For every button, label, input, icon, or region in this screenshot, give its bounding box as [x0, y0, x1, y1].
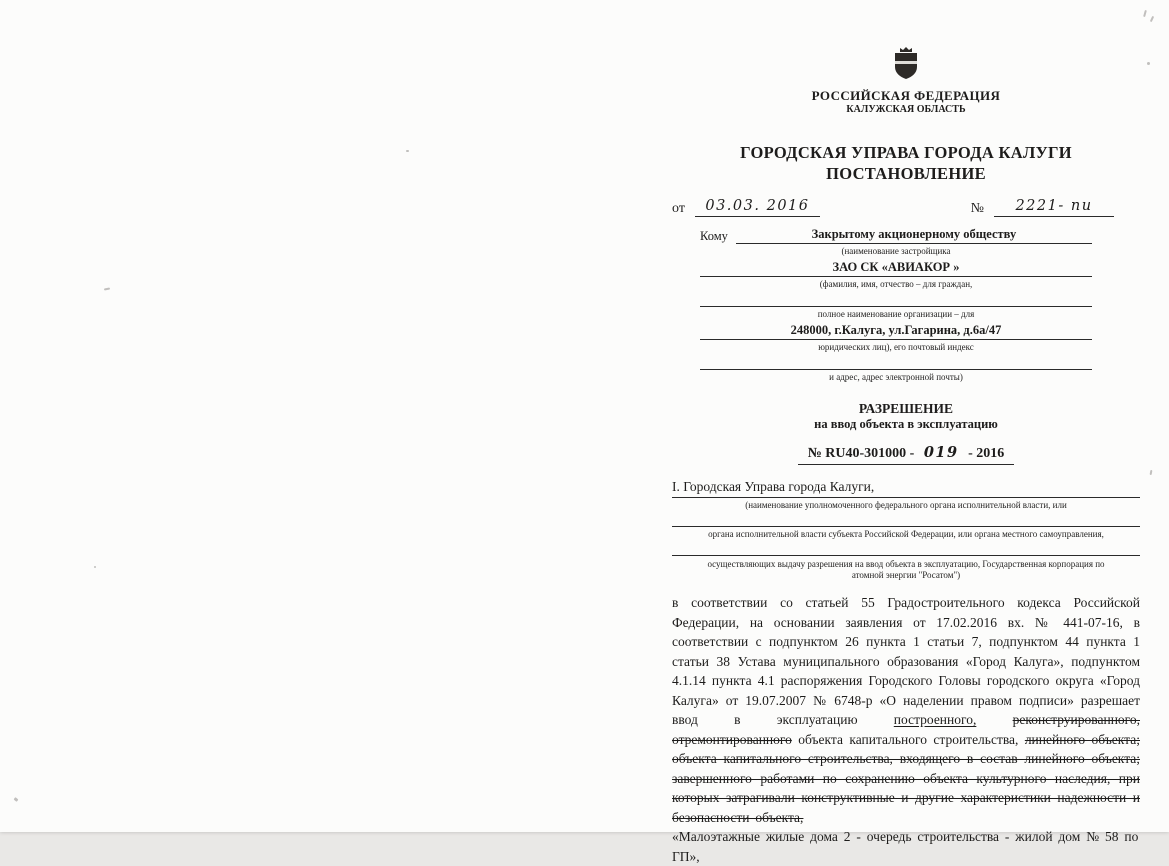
number-field [971, 198, 1114, 217]
number-handwritten-value: 2221- пи [1015, 198, 1093, 214]
addressee-caption-5: и адрес, адрес электронной почты) [829, 372, 963, 382]
scan-artifact [1150, 16, 1154, 22]
header-region: КАЛУЖСКАЯ ОБЛАСТЬ [846, 104, 966, 115]
permit-subtitle: на ввод объекта в эксплуатацию [814, 417, 998, 431]
issuer-caption-1: (наименование уполномоченного федерального органа исполнительной власти, или [745, 500, 1067, 510]
permit-number-prefix: № RU40-301000 - [807, 446, 915, 461]
permit-number-suffix: - 2016 [968, 446, 1005, 461]
body-object-phrase: объекта капитального строительства, [798, 731, 1019, 747]
permit-title: РАЗРЕШЕНИЕ [858, 401, 954, 416]
issuer-caption-2: органа исполнительной власти субъекта Российской Федерации, или органа местного самоуправления, [708, 529, 1104, 539]
kept-option-built: построенного, [893, 712, 977, 727]
header-country: РОССИЙСКАЯ ФЕДЕРАЦИЯ [811, 88, 1001, 103]
addressee-caption-3: полное наименование организации – для [817, 309, 975, 319]
form-rule-line [672, 511, 1140, 527]
scan-artifact [1143, 10, 1147, 17]
date-field [672, 198, 820, 217]
issuer-caption-3: осуществляющих выдачу разрешения на ввод объекта в эксплуатацию, Государственная корпорация по атомной энергии "Росатом") [707, 559, 1105, 580]
permit-number [798, 444, 1015, 465]
scan-artifact [1147, 62, 1150, 65]
addressee-block [700, 227, 1092, 383]
date-fill-line [695, 198, 820, 217]
project-name: «Малоэтажные жилые дома 2 - очередь строительства - жилой дом № 58 по ГП», [672, 829, 1139, 864]
number-fill-line [994, 198, 1114, 217]
form-rule-line [672, 540, 1140, 556]
body-intro: в соответствии со статьей 55 Градостроительного кодекса Российской Федерации, на основании заявления от 17.02.2016 вх. № 441-07-16, в соответствии с подпунктом 26 пункта 1 статьи 7, подпунктом 44 пункта 1 статьи 38 Устава муниципального образования «Город Калуга», подпунктом 4.1.14 пункта 4.1 распоряжения Городского Головы городского округа «Город Калуга» от 19.07.2007 № 6748-р «О наделении правом подписи» разрешает ввод в эксплуатацию [672, 595, 1140, 727]
addressee-name: Закрытому акционерному обществу [736, 227, 1092, 244]
struck-options-1: реконструированного, отремонтированного [672, 712, 1140, 747]
addressee-company: ЗАО СК «АВИАКОР » [700, 260, 1092, 277]
body-paragraph [672, 593, 1140, 827]
scan-artifact [94, 566, 96, 568]
scan-artifact [14, 797, 19, 802]
addressee-caption-1: (наименование застройщика [841, 246, 951, 256]
document-authority: ГОРОДСКАЯ УПРАВА ГОРОДА КАЛУГИ [740, 143, 1072, 162]
scan-artifact [1150, 470, 1153, 475]
document-content [672, 0, 1140, 866]
date-handwritten-value: 03.03. 2016 [705, 198, 810, 214]
scan-artifact [104, 287, 110, 290]
addressee-row [700, 227, 1092, 244]
addressee-caption-4: юридических лиц), его почтовый индекс [818, 342, 974, 352]
permit-number-handwritten: 019 [923, 444, 959, 461]
addressee-label: Кому [700, 229, 728, 243]
struck-options-2: линейного объекта; объекта капитального строительства, входящего в состав линейного объекта; завершенного работами по сохранению объекта культурного наследия, при которых затрагивали конструктивные и другие характеристики надежности и безопасности объекта, [672, 731, 1140, 825]
issuer-name: I. Городская Управа города Калуги, [672, 479, 1140, 498]
date-number-row [672, 198, 1140, 217]
document-type: ПОСТАНОВЛЕНИЕ [826, 164, 986, 183]
date-label: от [672, 201, 685, 216]
coat-of-arms-icon [891, 46, 921, 85]
addressee-blank-line [700, 294, 1092, 307]
addressee-address: 248000, г.Калуга, ул.Гагарина, д.6а/47 [700, 323, 1092, 340]
scan-artifact [406, 150, 409, 152]
number-label: № [970, 201, 984, 216]
addressee-blank-line [700, 357, 1092, 370]
addressee-caption-2: (фамилия, имя, отчество – для граждан, [819, 279, 973, 289]
